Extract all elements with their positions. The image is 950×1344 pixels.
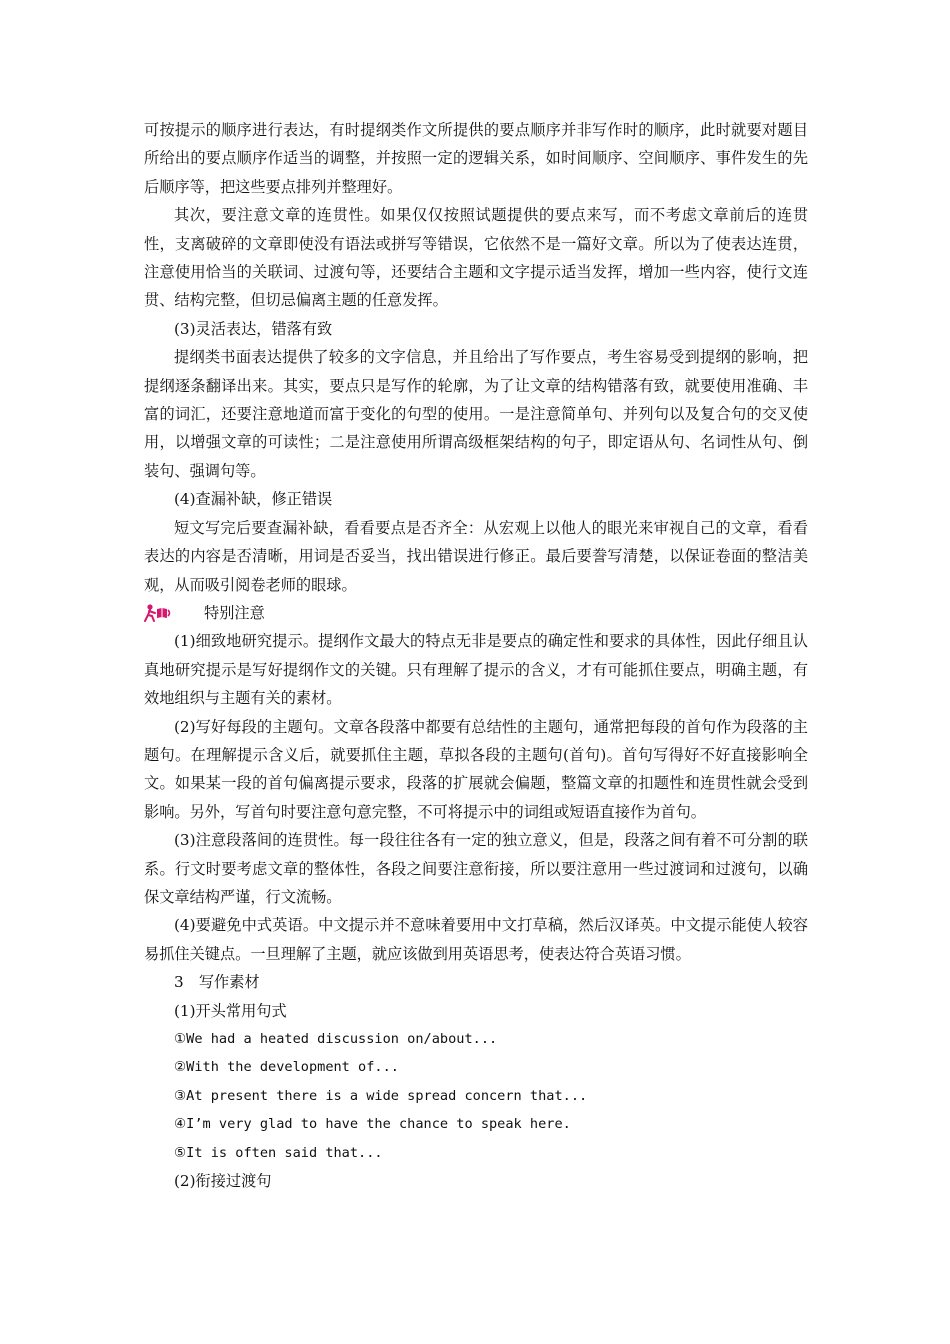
section-heading-writing-materials: 3 写作素材 (174, 973, 260, 992)
paragraph-coherence: 其次，要注意文章的连贯性。如果仅仅按照试题提供的要点来写，而不考虑文章前后的连贯性，支离破碎的文章即使没有语法或拼写等错误，它依然不是一篇好文章。所以为了使表达连贯，注意使用恰当的关联词、过渡句等，还要结合主题和文字提示适当发挥，增加一些内容，使行文连贯、结构完整，但切忌偏离主题的任意发挥。 (144, 206, 808, 310)
special-note-heading (144, 599, 808, 627)
special-note-title: 特别注意 (204, 603, 265, 622)
note-item-4: (4)要避免中式英语。中文提示并不意味着要用中文打草稿，然后汉译英。中文提示能使人较容易抓住关键点。一旦理解了主题，就应该做到用英语思考，使表达符合英语习惯。 (144, 916, 808, 963)
heading-check-errors: (4)查漏补缺，修正错误 (174, 490, 333, 509)
document-page (144, 116, 808, 1195)
subheading-opening-patterns: (1)开头常用句式 (174, 1001, 287, 1020)
example-sentence-2: ②With the development of... (174, 1059, 399, 1076)
paragraph-flexible-expression: 提纲类书面表达提供了较多的文字信息，并且给出了写作要点，考生容易受到提纲的影响，把提纲逐条翻译出来。其实，要点只是写作的轮廓，为了让文章的结构错落有致，就要使用准确、丰富的词汇，还要注意地道而富于变化的句型的使用。一是注意简单句、并列句以及复合句的交叉使用，以增强文章的可读性；二是注意使用所谓高级框架结构的句子，即定语从句、名词性从句、倒装句、强调句等。 (144, 348, 808, 480)
note-item-3: (3)注意段落间的连贯性。每一段往往各有一定的独立意义，但是，段落之间有着不可分割的联系。行文时要考虑文章的整体性，各段之间要注意衔接，所以要注意用一些过渡词和过渡句，以确保文章结构严谨，行文流畅。 (144, 831, 808, 906)
example-sentence-4: ④I’m very glad to have the chance to speak here. (174, 1116, 571, 1133)
note-item-1: (1)细致地研究提示。提纲作文最大的特点无非是要点的确定性和要求的具体性，因此仔细且认真地研究提示是写好提纲作文的关键。只有理解了提示的含义，才有可能抓住要点，明确主题，有效地组织与主题有关的素材。 (144, 632, 808, 708)
example-sentence-3: ③At present there is a wide spread concern that... (174, 1087, 588, 1104)
example-sentence-5: ⑤It is often said that... (174, 1144, 383, 1161)
reading-person-icon (144, 604, 172, 622)
subheading-transition-sentences: (2)衔接过渡句 (174, 1172, 272, 1191)
example-sentence-1: ①We had a heated discussion on/about... (174, 1031, 498, 1047)
note-item-2: (2)写好每段的主题句。文章各段落中都要有总结性的主题句，通常把每段的首句作为段落的主题句。在理解提示含义后，就要抓住主题，草拟各段的主题句(首句)。首句写得好不好直接影响全文。如果某一段的首句偏离提示要求，段落的扩展就会偏题，整篇文章的扣题性和连贯性就会受到影响。另外，写首句时要注意句意完整，不可将提示中的词组或短语直接作为首句。 (144, 717, 808, 821)
paragraph-order: 可按提示的顺序进行表达，有时提纲类作文所提供的要点顺序并非写作时的顺序，此时就要对题目所给出的要点顺序作适当的调整，并按照一定的逻辑关系，如时间顺序、空间顺序、事件发生的先后顺序等，把这些要点排列并整理好。 (144, 121, 808, 196)
paragraph-check-errors: 短文写完后要查漏补缺，看看要点是否齐全：从宏观上以他人的眼光来审视自己的文章，看看表达的内容是否清晰，用词是否妥当，找出错误进行修正。最后要誊写清楚，以保证卷面的整洁美观，从而吸引阅卷老师的眼球。 (144, 518, 808, 594)
heading-flexible-expression: (3)灵活表达，错落有致 (174, 319, 333, 338)
